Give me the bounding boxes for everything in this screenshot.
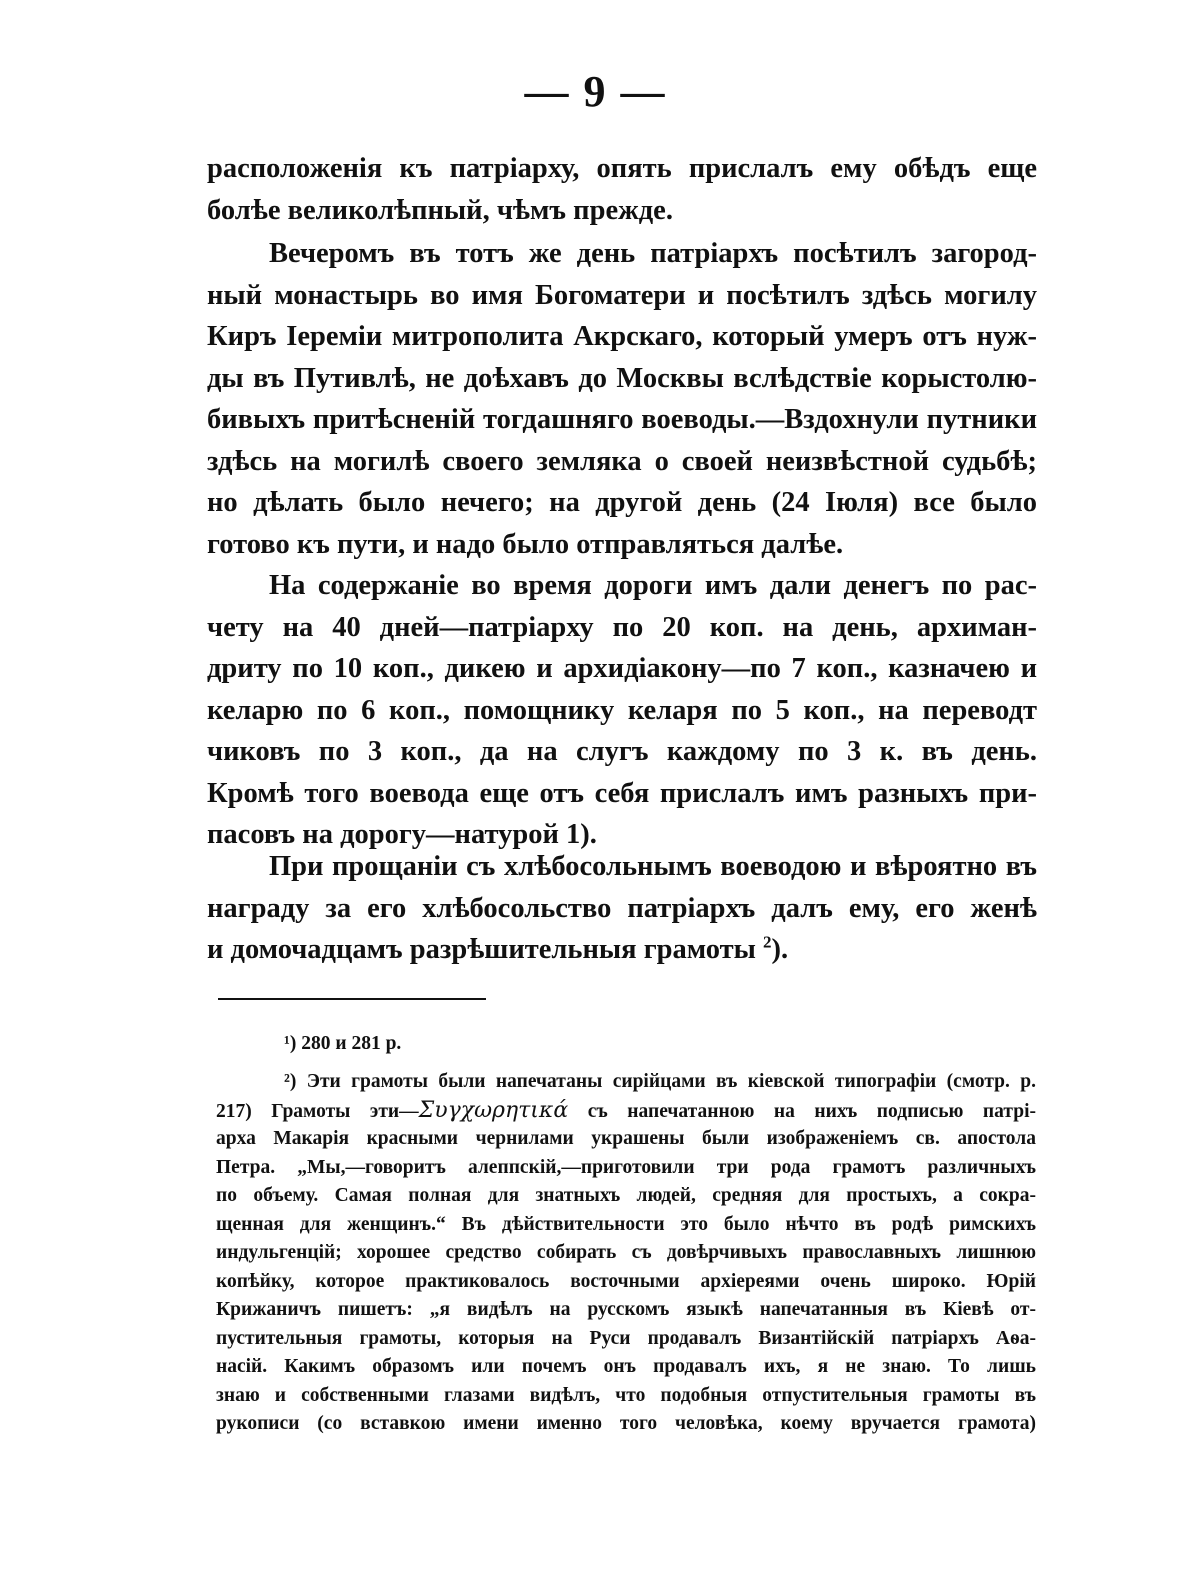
footnote-2: [216, 1068, 1036, 1439]
text-line: ды въ Путивлѣ, не доѣхавъ до Москвы вслѣдствіе корыстолю-: [207, 362, 1037, 394]
footnote-marker: ¹): [284, 1033, 297, 1054]
footnote-ref-1[interactable]: 1).: [566, 819, 597, 850]
text-line: награду за его хлѣбосольство патріархъ далъ ему, его женѣ: [207, 892, 1037, 924]
footnote-divider: [218, 998, 486, 1000]
text-line: готово къ пути, и надо было отправляться далѣе.: [207, 528, 844, 560]
footnote-ref-2[interactable]: 2: [763, 932, 772, 952]
text-line: но дѣлать было нечего; на другой день (24 Іюля) все было: [207, 487, 1037, 518]
text-line: рукописи (со вставкою имени именно того человѣка, коему вручается грамота): [216, 1413, 1036, 1434]
text-line: арха Макарія красными чернилами украшены были изображеніемъ св. апостола: [216, 1128, 1036, 1149]
text-line: здѣсь на могилѣ своего земляка о своей неизвѣстной судьбѣ;: [207, 445, 1037, 477]
footnote-text: Эти грамоты были напечатаны сирійцами въ кіевской типографіи (смотр. р.: [306, 1071, 1037, 1092]
text-line: При прощаніи съ хлѣбосольнымъ воеводою и вѣроятно въ: [269, 851, 1037, 882]
text-fragment: съ напечатанною на нихъ подписью патрі-: [568, 1100, 1036, 1122]
paragraph-1: [207, 148, 1037, 231]
text-line: копѣйку, которое практиковалось восточными архіереями очень широко. Юрій: [216, 1270, 1036, 1292]
text-line: чиковъ по 3 коп., да на слугъ каждому по 3 к. въ день.: [207, 736, 1037, 767]
text-line: чету на 40 дней—патріарху по 20 коп. на день, архиман-: [207, 611, 1037, 643]
text-line: знаю и собственными глазами видѣлъ, что подобныя отпустительныя грамоты въ: [216, 1384, 1036, 1406]
text-line: [216, 1097, 1036, 1126]
text-line: келарю по 6 коп., помощнику келаря по 5 коп., на переводт: [207, 694, 1037, 726]
text-line: ный монастырь во имя Богоматери и посѣтилъ здѣсь могилу: [207, 279, 1037, 311]
text-line: по объему. Самая полная для знатныхъ людей, средняя для простыхъ, а сокра-: [216, 1185, 1036, 1206]
text-line: бивыхъ притѣсненій тогдашняго воеводы.—Вздохнули путники: [207, 404, 1037, 435]
text-line: пустительныя грамоты, которыя на Руси продавалъ Византійскій патріархъ Аѳа-: [216, 1327, 1036, 1349]
text-line: Кромѣ того воевода еще отъ себя прислалъ имъ разныхъ при-: [207, 777, 1037, 809]
text-line: расположенія къ патріарху, опять прислалъ ему обѣдъ еще: [207, 153, 1037, 184]
text-line: Вечеромъ въ тотъ же день патріархъ посѣтилъ загород-: [269, 238, 1037, 269]
footnote-text: 280 и 281 р.: [301, 1033, 402, 1054]
footnote-1: [216, 1030, 1036, 1059]
text-line: Крижаничъ пишетъ: „я видѣлъ на русскомъ языкѣ напечатанныя въ Кіевѣ от-: [216, 1299, 1036, 1320]
text-line: Петра. „Мы,—говоритъ алеппскій,—приготовили три рода грамотъ различныхъ: [216, 1156, 1036, 1178]
text-line: На содержаніе во время дороги имъ дали денегъ по рас-: [269, 570, 1037, 601]
text-line: [216, 1030, 1036, 1059]
text-fragment: 217) Грамоты эти—: [216, 1100, 419, 1122]
paragraph-3: [207, 565, 1037, 856]
text-fragment: пасовъ на дорогу—натурой: [207, 819, 559, 850]
text-line: щенная для женщинъ.“ Въ дѣйствительности это было нѣчто въ родѣ римскихъ: [216, 1213, 1036, 1235]
footnote-marker: ²): [284, 1071, 297, 1092]
text-line: Киръ Іереміи митрополита Акрскаго, который умеръ отъ нуж-: [207, 321, 1037, 352]
text-line: [207, 929, 1037, 971]
page-number: — 9 —: [524, 67, 667, 116]
paragraph-4: [207, 846, 1037, 971]
text-fragment: ).: [771, 934, 789, 965]
text-line: [216, 1068, 1036, 1097]
text-fragment: и домочадцамъ разрѣшительныя грамоты: [207, 934, 756, 965]
paragraph-2: [207, 233, 1037, 565]
text-line: индульгенцій; хорошее средство собирать съ довѣрчивыхъ православныхъ лишнюю: [216, 1242, 1036, 1263]
greek-word: Συγχωρητικά: [418, 1097, 569, 1123]
text-line: дриту по 10 коп., дикею и архидіакону—по 7 коп., казначею и: [207, 653, 1037, 684]
text-line: насій. Какимъ образомъ или почемъ онъ продавалъ ихъ, я не знаю. То лишь: [216, 1356, 1036, 1377]
text-line: болѣе великолѣпный, чѣмъ прежде.: [207, 194, 673, 226]
